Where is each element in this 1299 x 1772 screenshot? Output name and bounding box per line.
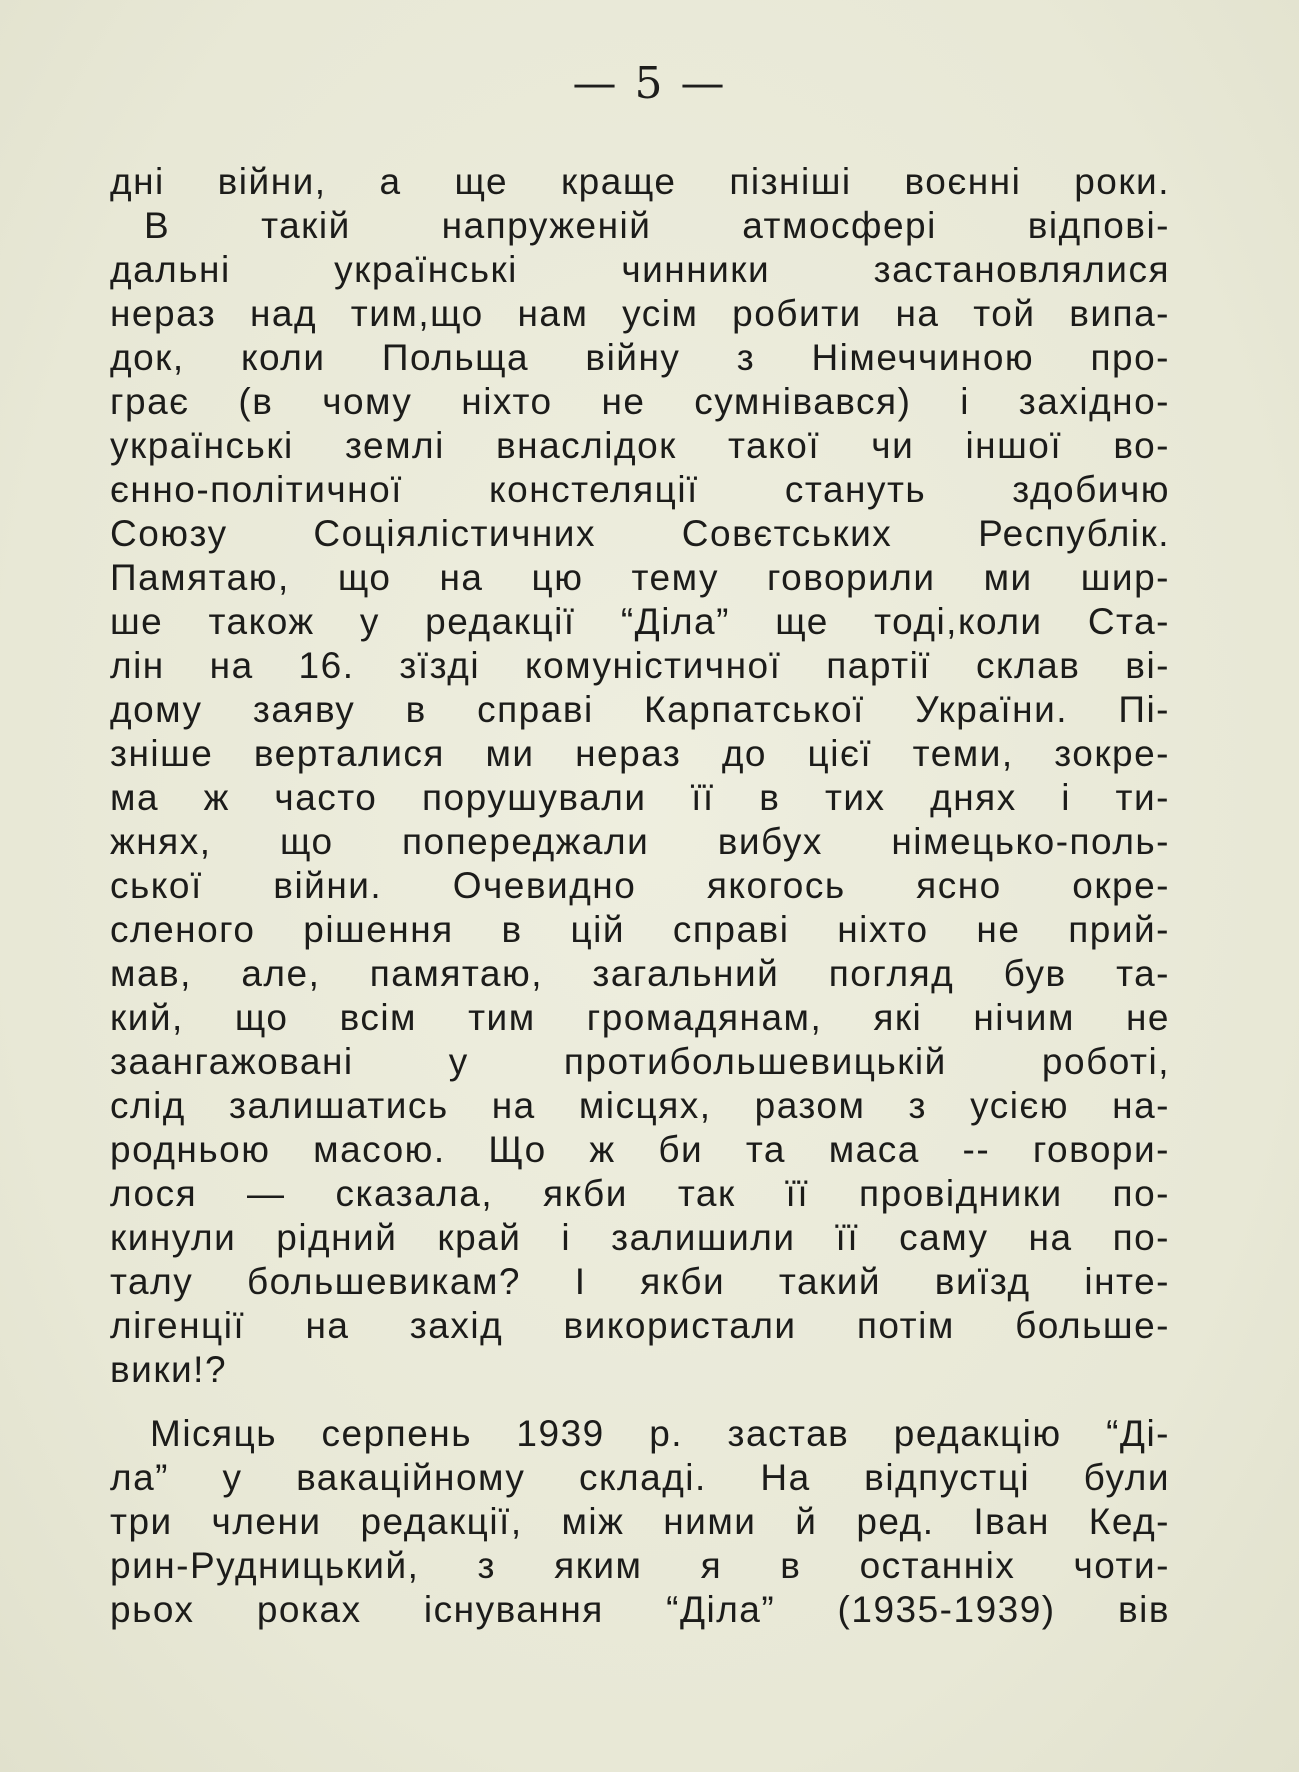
text-line: дальні українські чинники застановлялися	[110, 249, 1170, 290]
text-line: ма ж часто порушували її в тих днях і ти-	[110, 777, 1170, 818]
text-line: рьох роках існування “Діла” (1935-1939) вів	[110, 1589, 1170, 1630]
text-line: лося — сказала, якби так її провідники по-	[110, 1173, 1170, 1214]
text-line: зніше верталися ми нераз до цієї теми, зокре-	[110, 733, 1170, 774]
body-text	[110, 160, 1170, 1632]
text-line: Місяць серпень 1939 р. застав редакцію “Ді-	[150, 1413, 1170, 1454]
text-line: нераз над тим,що нам усім робити на той випа-	[110, 293, 1170, 334]
text-line: дому заяву в справі Карпатської України. Пі-	[110, 689, 1170, 730]
text-line: кий, що всім тим громадянам, які нічим не	[110, 997, 1170, 1038]
text-line: ської війни. Очевидно якогось ясно окре-	[110, 865, 1170, 906]
text-line: Союзу Соціялістичних Совєтських Республік.	[110, 513, 1170, 554]
text-line: рин-Рудницький, з яким я в останніх чоти-	[110, 1545, 1170, 1586]
text-line: кинули рідний край і залишили її саму на по-	[110, 1217, 1170, 1258]
paragraph-gap	[110, 1392, 1170, 1412]
text-line: три члени редакції, між ними й ред. Іван Кед-	[110, 1501, 1170, 1542]
text-line: вики!?	[110, 1349, 228, 1390]
paragraph	[110, 160, 1170, 204]
text-line: дні війни, а ще краще пізніші воєнні роки.	[110, 161, 1170, 202]
paragraph	[110, 1412, 1170, 1632]
text-line: В такій напруженій атмосфері відпові-	[144, 205, 1170, 246]
text-line: ше також у редакції “Діла” ще тоді,коли Ста-	[110, 601, 1170, 642]
text-line: єнно-політичної констеляції стануть здобичю	[110, 469, 1170, 510]
text-line: заангажовані у протибольшевицькій роботі,	[110, 1041, 1170, 1082]
text-line: жнях, що попереджали вибух німецько-поль-	[110, 821, 1170, 862]
text-line: лін на 16. зїзді комуністичної партії склав ві-	[110, 645, 1170, 686]
text-line: сленого рішення в цій справі ніхто не прий-	[110, 909, 1170, 950]
text-line: лігенції на захід використали потім больше-	[110, 1305, 1170, 1346]
text-line: слід залишатись на місцях, разом з усією на-	[110, 1085, 1170, 1126]
paragraph	[110, 204, 1170, 1392]
text-line: родньою масою. Що ж би та маса -- говори-	[110, 1129, 1170, 1170]
text-line: мав, але, памятаю, загальний погляд був та-	[110, 953, 1170, 994]
page-number: — 5 —	[572, 58, 727, 109]
text-line: ла” у вакаційному складі. На відпустці були	[110, 1457, 1170, 1498]
text-line: док, коли Польща війну з Німеччиною про-	[110, 337, 1170, 378]
text-line: українські землі внаслідок такої чи іншої во-	[110, 425, 1170, 466]
text-line: грає (в чому ніхто не сумнівався) і західно-	[110, 381, 1170, 422]
text-line: Памятаю, що на цю тему говорили ми шир-	[110, 557, 1170, 598]
text-line: талу большевикам? І якби такий виїзд інте-	[110, 1261, 1170, 1302]
